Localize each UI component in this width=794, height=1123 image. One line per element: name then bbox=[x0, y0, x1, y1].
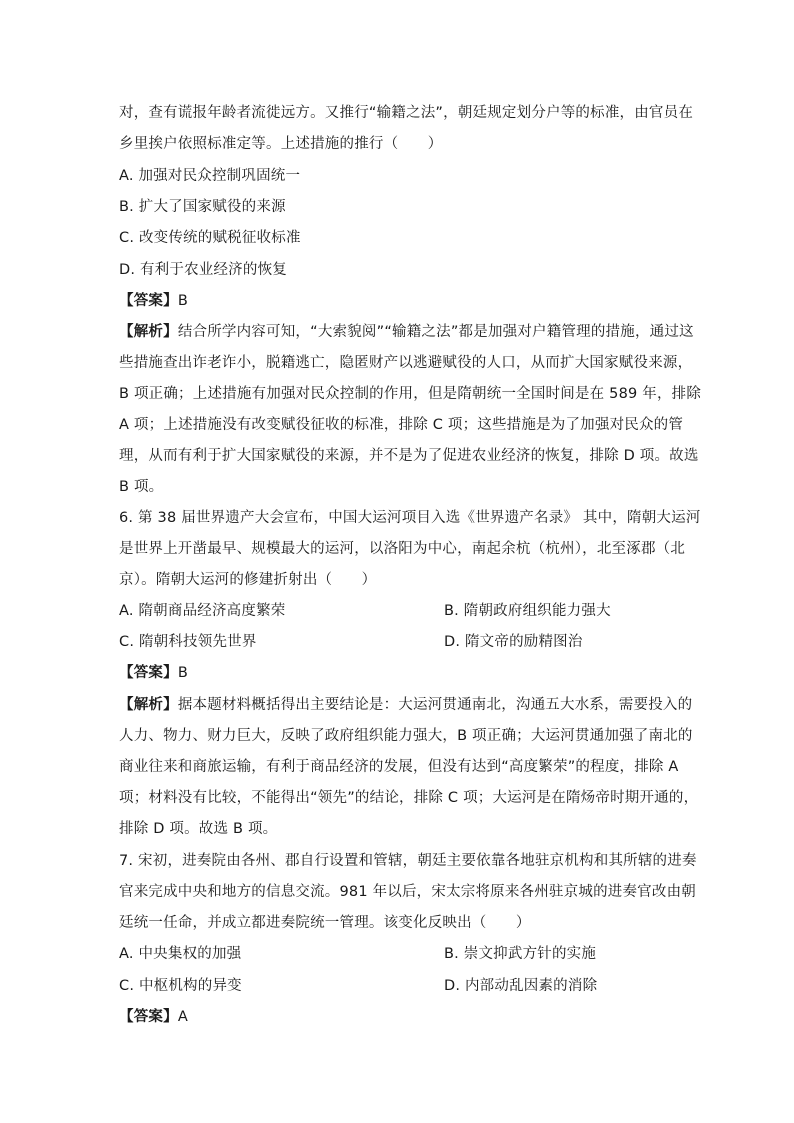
q6-analysis-line-1 bbox=[119, 695, 692, 715]
q6-option-d: D. 隋文帝的励精图治 bbox=[444, 634, 583, 650]
q6-stem-line-1: 6. 第 38 届世界遗产大会宣布，中国大运河项目入选《世界遗产名录》 其中，隋朝大运河 bbox=[119, 510, 701, 526]
analysis-label: 【解析】 bbox=[119, 324, 178, 340]
q7-stem-line-3: 廷统一任命，并成立都进奏院统一管理。该变化反映出（ ） bbox=[119, 915, 531, 931]
q6-stem-line-2: 是世界上开凿最早、规模最大的运河，以洛阳为中心，南起余杭（杭州），北至涿郡（北 bbox=[119, 541, 686, 557]
q7-option-b: B. 崇文抑武方针的实施 bbox=[444, 946, 597, 962]
q6-option-b: B. 隋朝政府组织能力强大 bbox=[444, 603, 611, 619]
analysis-label: 【解析】 bbox=[119, 697, 178, 713]
q5-analysis-line-5: 理，从而有利于扩大国家赋役的来源，并不是为了促进农业经济的恢复，排除 D 项。故选 bbox=[119, 448, 699, 464]
q5-option-d: D. 有利于农业经济的恢复 bbox=[119, 262, 287, 278]
answer-label: 【答案】 bbox=[119, 293, 178, 309]
q5-analysis-line-6: B 项。 bbox=[119, 479, 164, 495]
q5-option-a: A. 加强对民众控制巩固统一 bbox=[119, 168, 301, 184]
q5-option-c: C. 改变传统的赋税征收标准 bbox=[119, 230, 301, 246]
q5-analysis-line-1 bbox=[119, 322, 694, 342]
q7-stem-line-1: 7. 宋初，进奏院由各州、郡自行设置和管辖，朝廷主要依靠各地驻京机构和其所辖的进奏 bbox=[119, 853, 697, 869]
answer-value: B bbox=[177, 293, 188, 309]
q6-stem-line-3: 京）。隋朝大运河的修建折射出（ ） bbox=[119, 572, 377, 588]
q5-stem-line-2: 乡里挨户依照标准定等。上述措施的推行（ ） bbox=[119, 136, 443, 152]
q6-option-c: C. 隋朝科技领先世界 bbox=[119, 634, 257, 650]
q5-option-b: B. 扩大了国家赋役的来源 bbox=[119, 199, 286, 215]
answer-value: A bbox=[177, 1009, 188, 1025]
q6-answer bbox=[119, 663, 188, 683]
q6-analysis-line-2: 人力、物力、财力巨大，反映了政府组织能力强大，B 项正确；大运河贯通加强了南北的 bbox=[119, 728, 693, 744]
q6-option-a: A. 隋朝商品经济高度繁荣 bbox=[119, 603, 286, 619]
q6-analysis-line-4: 项；材料没有比较，不能得出“领先”的结论，排除 C 项；大运河是在隋炀帝时期开通的， bbox=[119, 790, 699, 806]
answer-value: B bbox=[177, 665, 188, 681]
q5-stem-line-1: 对，查有谎报年龄者流徙远方。又推行“输籍之法”，朝廷规定划分户等的标准，由官员在 bbox=[119, 105, 694, 121]
analysis-text: 结合所学内容可知，“大索貌阅”“输籍之法”都是加强对户籍管理的措施，通过这 bbox=[177, 324, 694, 340]
q5-analysis-line-3: B 项正确；上述措施有加强对民众控制的作用，但是隋朝统一全国时间是在 589 年，排除 bbox=[119, 386, 702, 402]
analysis-text: 据本题材料概括得出主要结论是：大运河贯通南北，沟通五大水系，需要投入的 bbox=[177, 697, 693, 713]
q7-stem-line-2: 官来完成中央和地方的信息交流。981 年以后，宋太宗将原来各州驻京城的进奏官改由朝 bbox=[119, 884, 696, 900]
q6-analysis-line-3: 商业往来和商旅运输，有利于商品经济的发展，但没有达到“高度繁荣”的程度，排除 A bbox=[119, 759, 679, 775]
q7-option-c: C. 中枢机构的异变 bbox=[119, 978, 242, 994]
q5-answer bbox=[119, 291, 188, 311]
q5-analysis-line-4: A 项；上述措施没有改变赋役征收的标准，排除 C 项；这些措施是为了加强对民众的管 bbox=[119, 417, 684, 433]
answer-label: 【答案】 bbox=[119, 665, 178, 681]
q6-analysis-line-5: 排除 D 项。故选 B 项。 bbox=[119, 821, 278, 837]
answer-label: 【答案】 bbox=[119, 1009, 178, 1025]
q7-option-a: A. 中央集权的加强 bbox=[119, 946, 242, 962]
q7-answer bbox=[119, 1007, 188, 1027]
q7-option-d: D. 内部动乱因素的消除 bbox=[444, 978, 598, 994]
q5-analysis-line-2: 些措施查出诈老诈小，脱籍逃亡，隐匿财产以逃避赋役的人口，从而扩大国家赋役来源， bbox=[119, 355, 693, 371]
